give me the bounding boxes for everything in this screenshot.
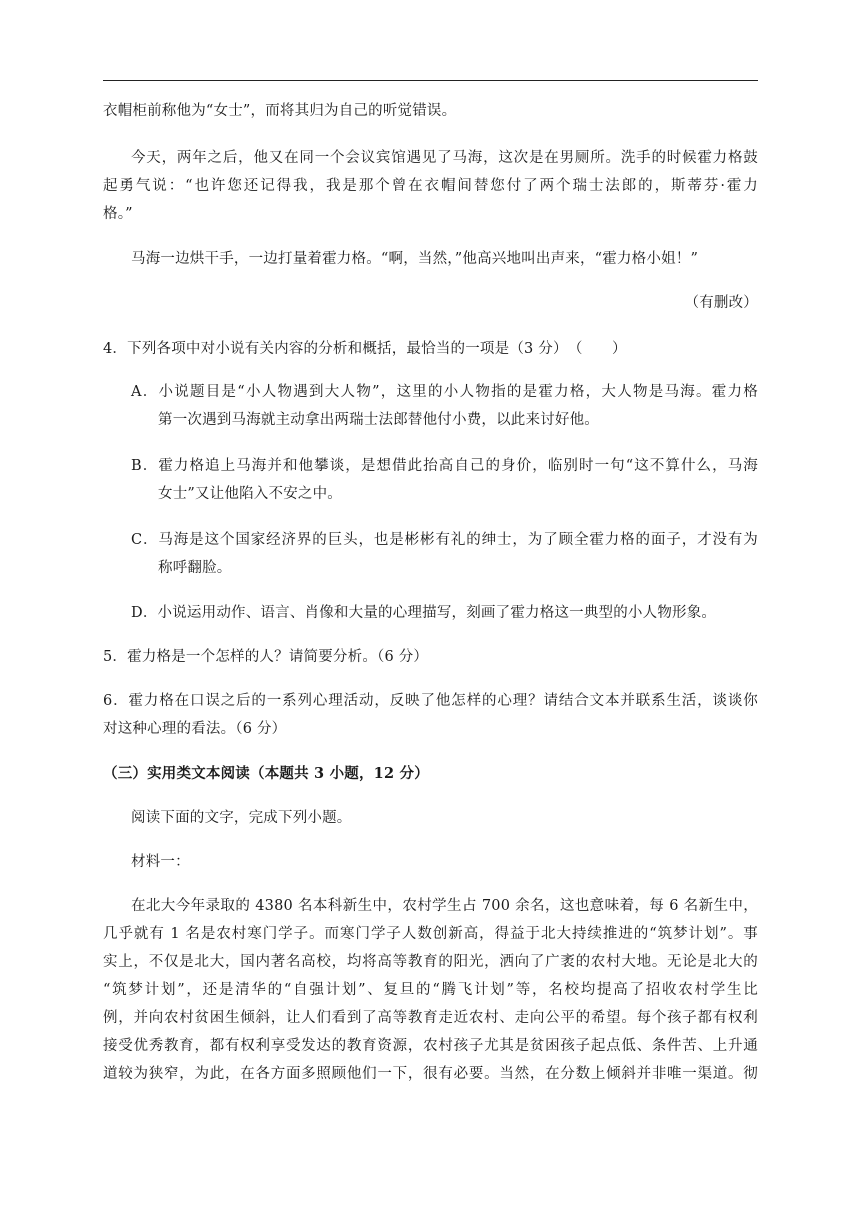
option-b-line-1: B．霍力格追上马海并和他攀谈，是想借此抬高自己的身价，临别时一句“这不算什么，马海 bbox=[131, 458, 758, 474]
source-note: （有删改） bbox=[684, 295, 758, 311]
story-paragraph-2-line-3: 格。” bbox=[103, 206, 133, 222]
header-rule bbox=[103, 80, 758, 81]
question-6-line-1: 6．霍力格在口误之后的一系列心理活动，反映了他怎样的心理？请结合文本并联系生活，谈谈你 bbox=[103, 693, 758, 709]
story-paragraph-3: 马海一边烘干手，一边打量着霍力格。“啊，当然，”他高兴地叫出声来，“霍力格小姐！” bbox=[131, 251, 699, 267]
material-1-line-5: 例，并向农村贫困生倾斜，让人们看到了高等教育走近农村、走向公平的希望。每个孩子都有权利 bbox=[103, 1010, 758, 1026]
option-a-line-1: A．小说题目是“小人物遇到大人物”，这里的小人物指的是霍力格，大人物是马海。霍力格 bbox=[131, 384, 758, 400]
question-5: 5．霍力格是一个怎样的人？请简要分析。（6 分） bbox=[103, 649, 429, 665]
section-3-instruction: 阅读下面的文字，完成下列小题。 bbox=[131, 810, 352, 826]
option-d-line-1: D．小说运用动作、语言、肖像和大量的心理描写，刻画了霍力格这一典型的小人物形象。 bbox=[131, 605, 717, 621]
story-paragraph-1: 衣帽柜前称他为“女士”，而将其归为自己的听觉错误。 bbox=[103, 103, 457, 119]
material-1-line-2: 几乎就有 1 名是农村寒门学子。而寒门学子人数创新高，得益于北大持续推进的“筑梦计划”。事 bbox=[103, 926, 758, 942]
material-1-line-4: “筑梦计划”，还是清华的“自强计划”、复旦的“腾飞计划”等，名校均提高了招收农村学生比 bbox=[103, 982, 758, 998]
question-6-line-2: 对这种心理的看法。（6 分） bbox=[103, 721, 287, 737]
question-4-stem: 4．下列各项中对小说有关内容的分析和概括，最恰当的一项是（3 分） （ ） bbox=[103, 341, 627, 357]
story-paragraph-2-line-2: 起勇气说：“也许您还记得我，我是那个曾在衣帽间替您付了两个瑞士法郎的，斯蒂芬·霍力 bbox=[103, 178, 758, 194]
material-1-line-3: 实上，不仅是北大，国内著名高校，均将高等教育的阳光，洒向了广袤的农村大地。无论是北大的 bbox=[103, 954, 758, 970]
section-3-heading: （三）实用类文本阅读（本题共 3 小题，12 分） bbox=[103, 765, 429, 782]
material-1-label: 材料一： bbox=[131, 854, 190, 870]
material-1-line-1: 在北大今年录取的 4380 名本科新生中，农村学生占 700 余名，这也意味着，每 6 名新生中， bbox=[131, 898, 758, 914]
material-1-line-6: 接受优秀教育，都有权利享受发达的教育资源，农村孩子尤其是贫困孩子起点低、条件苦、上升通 bbox=[103, 1038, 758, 1054]
story-paragraph-2-line-1: 今天，两年之后，他又在同一个会议宾馆遇见了马海，这次是在男厕所。洗手的时候霍力格鼓 bbox=[131, 150, 758, 166]
option-c-line-2: 称呼翻脸。 bbox=[158, 560, 232, 576]
option-b-line-2: 女士”又让他陷入不安之中。 bbox=[158, 486, 343, 502]
option-a-line-2: 第一次遇到马海就主动拿出两瑞士法郎替他付小费，以此来讨好他。 bbox=[158, 412, 599, 428]
material-1-line-7: 道较为狭窄，为此，在各方面多照顾他们一下，很有必要。当然，在分数上倾斜并非唯一渠道。彻 bbox=[103, 1066, 758, 1082]
option-c-line-1: C．马海是这个国家经济界的巨头，也是彬彬有礼的绅士，为了顾全霍力格的面子，才没有为 bbox=[131, 532, 758, 548]
